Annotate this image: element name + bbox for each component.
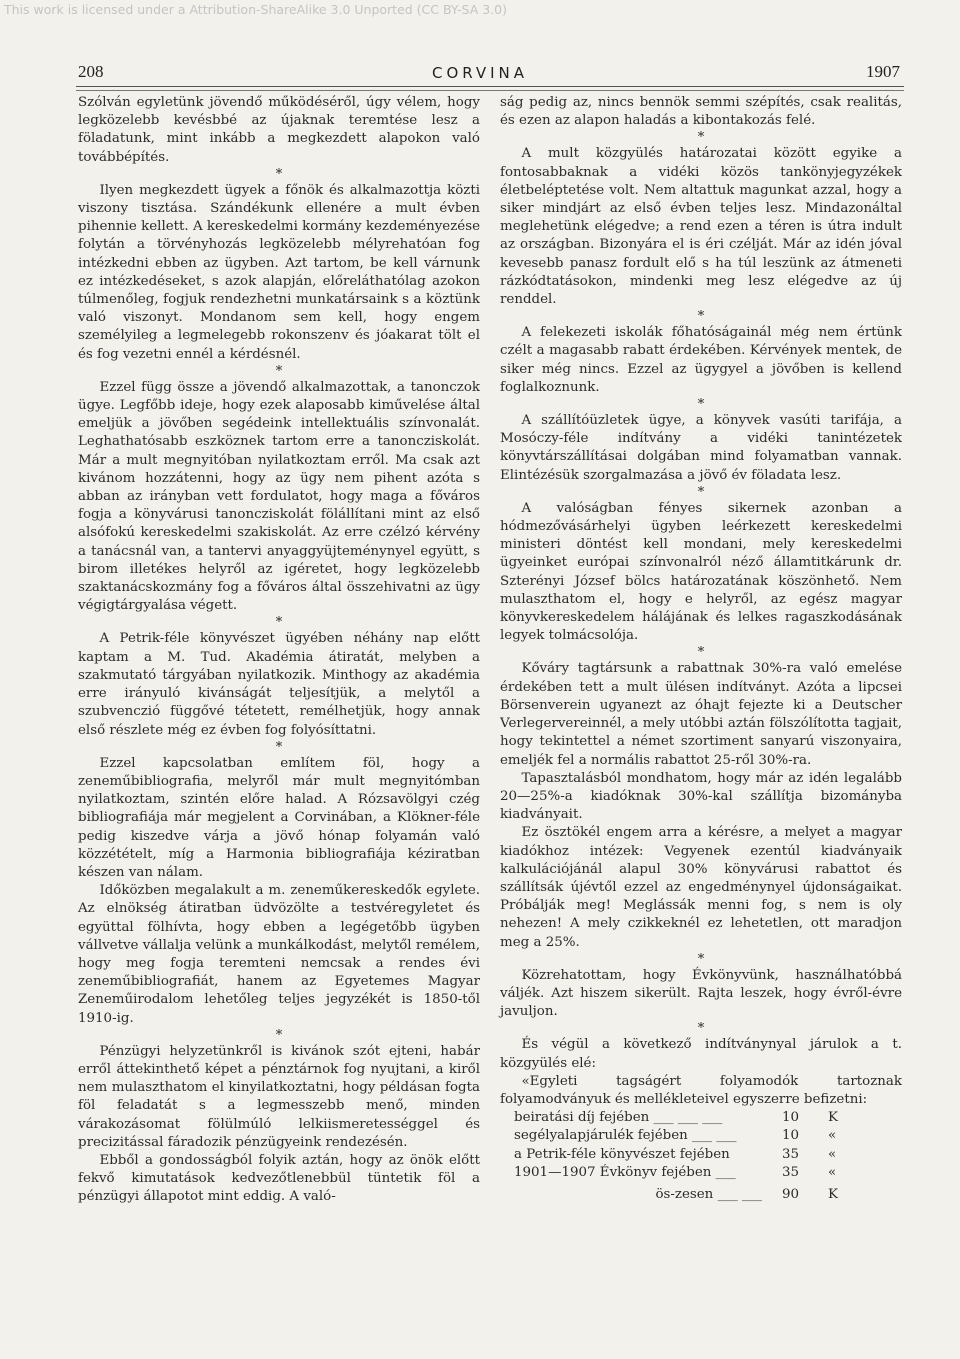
fee-row (514, 1146, 902, 1164)
fee-table (500, 1109, 902, 1204)
paragraph: És végül a következő indítványnyal járulok a t. közgyülés elé: (500, 1037, 902, 1071)
fee-unit: K (828, 1186, 839, 1202)
left-column (78, 94, 480, 1207)
section-separator-asterisk: * (697, 951, 705, 967)
fee-unit: « (828, 1128, 837, 1144)
section-separator-asterisk: * (275, 739, 283, 755)
paragraph: Időközben megalakult a m. zeneműkereskedők egylete. Az elnökség átiratban üdvözölte a testvéregyletet és együttal fölhívta, hogy ebben a legégetőbb ügyben vállvetve vállalja velünk a munkálkodást, melytől remélem, hogy meg fogja teremteni nemcsak a rendes évi zeneműbibliografiát, hanem az Egyetemes Magyar Zeneműirodalom lehetőleg teljes jegyzékét is 1850-től 1910-ig. (78, 883, 480, 1026)
journal-title: CORVINA (431, 64, 529, 82)
fee-amount: 10 (782, 1110, 800, 1126)
right-column-text (500, 94, 902, 1109)
section-separator-asterisk: * (275, 1027, 283, 1043)
paragraph: Szólván egyletünk jövendő működéséről, úgy vélem, hogy legközelebb kevésbbé az újaknak teremtése lesz a föladatunk, mint inkább a megkezdett alapokon való továbbépítés. (78, 95, 480, 165)
fee-unit: K (828, 1110, 839, 1126)
page-number: 208 (78, 62, 104, 81)
paragraph: Ezzel kapcsolatban említem föl, hogy a zeneműbibliografia, melyről már mult megnyitómban nyilatkoztam, szintén előre halad. A Rózsavölgyi czég bibliografiája már megjelent a Corvinában, a Klökner-féle pedig kiszedve várja a jövő hónap folyamán való közzétételt, míg a Harmonia bibliografiája kéziratban készen van nálam. (78, 755, 480, 880)
paragraph: «Egyleti tagságért folyamodók tartoznak folyamodványuk és mellékleteivel egyszerre befizetni: (500, 1073, 902, 1107)
paragraph: A valóságban fényes sikernek azonban a hódmezővásárhelyi ügyben leérkezett kereskedelmi ministeri döntést kell mondani, mely kereskedelmi ügyeinket európai színvonalról néző államtitkárunk dr. Szterényi József bölcs határozatának köszönhető. Nem mulaszthatom el, hogy e helyről, az egész magyar könyvkereskedelem hálájának és lelkes ragaszkodásának legyek tolmácsolója. (500, 500, 902, 644)
fee-label: ös-zesen ___ ___ (655, 1186, 762, 1202)
paragraph: Pénzügyi helyzetünkről is kivánok szót ejteni, habár erről áttekinthető képet a pénztárnok fog nyujtani, a kiről nem mulaszthatom el kinyilatkoztatni, hogy példásan fogta föl feladatát s a legmesszebb menő, minden várakozásomat fölülmúló lelkiismeretességgel és precizitással fáradozik pénzügyeink rendezésén. (78, 1043, 480, 1150)
section-separator-asterisk: * (275, 615, 283, 631)
section-separator-asterisk: * (697, 397, 705, 413)
fee-row (514, 1127, 902, 1145)
fee-row (514, 1164, 902, 1182)
paragraph: ság pedig az, nincs bennök semmi szépítés, csak realitás, és ezen az alapon haladás a kibontakozás felé. (500, 95, 902, 129)
section-separator-asterisk: * (275, 166, 283, 182)
paragraph: A mult közgyülés határozatai között egyike a fontosabbaknak a vidéki közös tankönyjegyzékek életbeléptetése volt. Nem altattuk magunkat azzal, hogy a siker mindjárt az első évben teljes lesz. Mindazonáltal meglehetünk elégedve; a rend ezen a téren is útra indult az országban. Bizonyára el is éri czélját. Már az idén jóval kevesebb panasz fordult elő s ha túl leszünk az átmeneti rázkódtatásokon, mindenki meg lesz elégedve az új renddel. (500, 146, 902, 308)
fee-total-row (514, 1186, 902, 1204)
header-rule (76, 86, 904, 91)
fee-amount: 90 (782, 1186, 800, 1202)
paragraph: Ezzel függ össze a jövendő alkalmazottak, a tanonczok ügye. Legfőbb ideje, hogy ezek alaposabb kiművelése által emeljük a jövőben segédeink intellektuális színvonalát. Leghathatósabb eszköznek tartom erre a tanoncziskolát. Már a mult megnyitóban nyilatkoztam erről. Ma csak azt kivánom hozzátenni, hogy az ügy nem pihent azóta s abban az irányban vett fordulatot, hogy maga a főváros fogja a könyvárusi tanoncziskolát fölállítani mint az első alsófokú kereskedelmi szakiskolát. Az erre czélzó kérvény a tanácsnál van, a tantervi anyaggyüjteménynyel együtt, s birom illetékes helyről az igéretet, hogy legközelebb szaktanácskozmány fog a főváros által összehivatni az ügy végigtárgyalása végett. (78, 379, 480, 614)
page-year: 1907 (866, 62, 900, 81)
fee-row (514, 1109, 902, 1127)
paragraph: Tapasztalásból mondhatom, hogy már az idén legalább 20—25%-a kiadóknak 30%-kal szállítja bizományba kiadványait. (500, 770, 902, 823)
paragraph: Ilyen megkezdett ügyek a főnök és alkalmazottja közti viszony tisztása. Szándékunk ellenére a mult évben pihennie kellett. A kereskedelmi kormány kezdeményezése folytán a törvényhozás legközelebb mélyrehatóan fog intézkedni ebben az ügyben. Azt tartom, be kell várnunk ez intézkedéseket, s azok alapján, előreláthatólag azokon túlmenőleg, fogjuk rendezhetni munkatársaink s a köztünk való viszonyt. Mondanom sem kell, hogy engem személyileg a legmelegebb rokonszenv és jóakarat tölt el és fog vezetni ennél a kérdésnél. (78, 182, 480, 362)
section-separator-asterisk: * (697, 645, 705, 661)
paragraph: Ebből a gondosságból folyik aztán, hogy az önök előtt fekvő kimutatások kedvezőtlenebbül tüntetik föl a pénzügyi állapotot mint eddig. A való- (78, 1152, 480, 1205)
section-separator-asterisk: * (697, 1021, 705, 1037)
fee-amount: 35 (782, 1146, 800, 1162)
paragraph: A szállítóüzletek ügye, a könyvek vasúti tarifája, a Mosóczy-féle indítvány a vidéki tanintézetek könyvtárszállításai dolgában mind folyamatban vannak. Elintézésük szorgalmazása a jövő év föladata lesz. (500, 413, 902, 483)
fee-label: 1901—1907 Évkönyv fejében ___ (514, 1164, 736, 1180)
fee-unit: « (828, 1146, 837, 1162)
section-separator-asterisk: * (275, 363, 283, 379)
paragraph: Kőváry tagtársunk a rabattnak 30%-ra való emelése érdekében tett a mult ülésen indítványt. Azóta a lipcsei Börsenverein ugyanezt az óhajt fejezte ki a Deutscher Verlegervereinnél, a mely utóbbi aztán fölszólította tagjait, hogy tekintettel a német szortiment sanyarú viszonyaira, emeljék fel a normális rabattot 25-ről 30%-ra. (500, 661, 902, 768)
fee-unit: « (828, 1164, 837, 1180)
fee-amount: 35 (782, 1164, 800, 1180)
license-notice: This work is licensed under a Attribution-ShareAlike 3.0 Unported (CC BY-SA 3.0) (4, 2, 507, 17)
fee-label: beiratási díj fejében ___ ___ ___ (514, 1110, 723, 1126)
section-separator-asterisk: * (697, 309, 705, 325)
section-separator-asterisk: * (697, 484, 705, 500)
fee-label: a Petrik-féle könyvészet fejében (514, 1146, 730, 1162)
fee-label: segélyalapjárulék fejében ___ ___ (514, 1128, 737, 1144)
paragraph: A felekezeti iskolák főhatóságainál még nem értünk czélt a magasabb rabatt érdekében. Kérvények mentek, de siker még nincs. Ezzel az ügygyel a jövőben is kellend foglalkoznunk. (500, 325, 902, 395)
paragraph: Közrehatottam, hogy Évkönyvünk, használhatóbbá váljék. Azt hiszem sikerült. Rajta leszek, hogy évről-évre javuljon. (500, 967, 902, 1020)
right-column (500, 94, 902, 1204)
paragraph: Ez ösztökél engem arra a kérésre, a melyet a magyar kiadókhoz intézek: Vegyenek ezentúl kiadványaik kalkulációjánál alapul 30% könyvárusi rabattot és szállítsák újévtől ezzel az engedménynyel újdonságaikat. Próbálják meg! Meglássák menni fog, s nem is oly nehezen! A mely czikkeknél ez lehetetlen, ott maradjon meg a 25%. (500, 825, 902, 950)
paragraph: A Petrik-féle könyvészet ügyében néhány nap előtt kaptam a M. Tud. Akadémia átiratát, melyben a szakmutató tárgyában nyilatkozik. Minthogy az akadémia erre irányuló kivánságát teljesítjük, a melytől a szubvenczió függővé tétetett, remélhetjük, hogy annak első részlete még ez évben fog folyósíttatni. (78, 631, 480, 738)
section-separator-asterisk: * (697, 130, 705, 146)
fee-amount: 10 (782, 1128, 800, 1144)
